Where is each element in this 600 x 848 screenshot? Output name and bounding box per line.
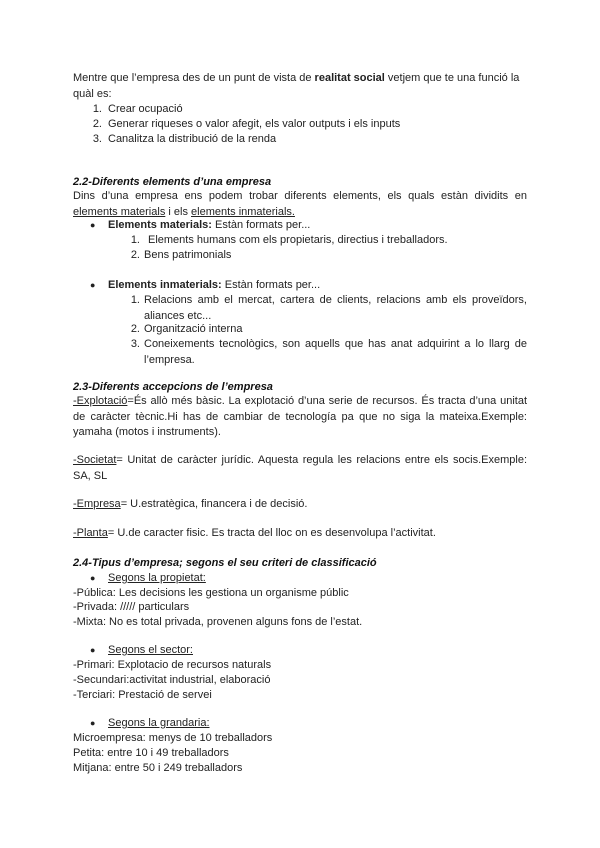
accepcio-societat: -Societat= Unitat de caràcter jurídic. Aquesta regula les relacions entre els socis.Exemple: SA, SL bbox=[73, 454, 527, 482]
section-heading-2-2: 2.2-Diferents elements d’una empresa bbox=[73, 176, 272, 188]
classification-line: -Mixta: No es total privada, provenen alguns fons de l’estat. bbox=[73, 616, 363, 628]
accepcio-explotacio: -Explotació=És allò més bàsic. La explotació d’una serie de recursos. És tracta d’una unitat de caràcter tècnic.Hi has de cambiar de tecnología pa que no siga la mateixa.Exemple: yamaha (motos i instruments). bbox=[73, 395, 527, 438]
classification-line: Mitjana: entre 50 i 249 treballadors bbox=[73, 762, 243, 774]
document-page: Mentre que l’empresa des de un punt de vista de realitat social vetjem que te una funció la quàl es: 1. Crear ocupació 2. Generar riqueses o valor afegit, els valor outputs i els inputs 3. Canalitza la distribució de la renda 2.2-Diferents elements d’una empresa Dins d’una empresa ens podem trobar diferents elements, els quals estàn dividits en elements materials i els elements inmaterials. ● Elements materials: Estàn formats per... 1. Elements humans com els propietaris, directius i treballadors. 2. Bens patrimonials ● Elements inmaterials: Estàn formats per... 1. Relacions amb el mercat, cartera de clients, relacions amb els proveïdors, aliances etc... 2. Organització interna 3. Coneixements tecnològics, son aquells que has anat adquirint a lo llarg de l’empresa. 2.3-Diferents accepcions de l’empresa -Explotació=És allò més bàsic. La explotació d’una serie de recursos. És tracta d’una unitat de caràcter tècnic.Hi has de cambiar de tecnología pa que no siga la mateixa.Exemple: yamaha (motos i instruments). -Societat= Unitat de caràcter jurídic. Aquesta regula les relacions entre els socis.Exemple: SA, SL -Empresa= U.estratègica, financera i de decisió. -Planta= U.de caracter fisic. Es tracta del lloc on es desenvolupa l’activitat. 2.4-Tipus d’empresa; segons el seu criteri de classificació ● Segons la propietat: -Pública: Les decisions les gestiona un organisme públic -Privada: ///// particulars -Mixta: No es total privada, provenen alguns fons de l’estat. ● Segons el sector: -Primari: Explotacio de recursos naturals -Secundari:activitat industrial, elaboració -Terciari: Prestació de servei ● Segons la grandaria: Microempresa: menys de 10 treballadors Petita: entre 10 i 49 treballadors Mitjana: entre 50 i 249 treballadors bbox=[0, 0, 600, 848]
elements-inmaterials-link: elements inmaterials. bbox=[191, 205, 295, 218]
classification-line: Petita: entre 10 i 49 treballadors bbox=[73, 747, 229, 759]
inmaterials-list-item-text: Relacions amb el mercat, cartera de clients, relacions amb els proveïdors, aliances etc... bbox=[144, 294, 527, 322]
intro-text-pre: Mentre que l’empresa des de un punt de vista de bbox=[73, 72, 315, 84]
accepcio-empresa: -Empresa= U.estratègica, financera i de decisió. bbox=[73, 498, 308, 510]
inmaterials-list-item-text: Coneixements tecnològics, son aquells que has anat adquirint a lo llarg de l’empresa. bbox=[144, 338, 527, 366]
classification-line: Microempresa: menys de 10 treballadors bbox=[73, 732, 273, 744]
intro-paragraph bbox=[73, 71, 527, 102]
classification-line: -Secundari:activitat industrial, elaboració bbox=[73, 674, 271, 686]
classification-line: -Terciari: Prestació de servei bbox=[73, 689, 212, 701]
classification-line: -Primari: Explotacio de recursos naturals bbox=[73, 659, 272, 671]
section-2-2-paragraph: Dins d’una empresa ens podem trobar diferents elements, els quals estàn dividits en elements materials i els elements inmaterials. bbox=[73, 190, 527, 218]
intro-text-post: vetjem que te una funció la quàl es: bbox=[73, 72, 520, 100]
elements-materials-link: elements materials bbox=[73, 205, 166, 218]
intro-bold-term: realitat social bbox=[314, 72, 385, 84]
section-heading-2-3: 2.3-Diferents accepcions de l’empresa bbox=[73, 381, 273, 393]
section-heading-2-4: 2.4-Tipus d’empresa; segons el seu criteri de classificació bbox=[73, 557, 377, 569]
classification-line: -Privada: ///// particulars bbox=[73, 601, 190, 613]
classification-line: -Pública: Les decisions les gestiona un organisme públic bbox=[73, 587, 349, 599]
accepcio-planta: -Planta= U.de caracter fisic. Es tracta del lloc on es desenvolupa l’activitat. bbox=[73, 527, 436, 539]
